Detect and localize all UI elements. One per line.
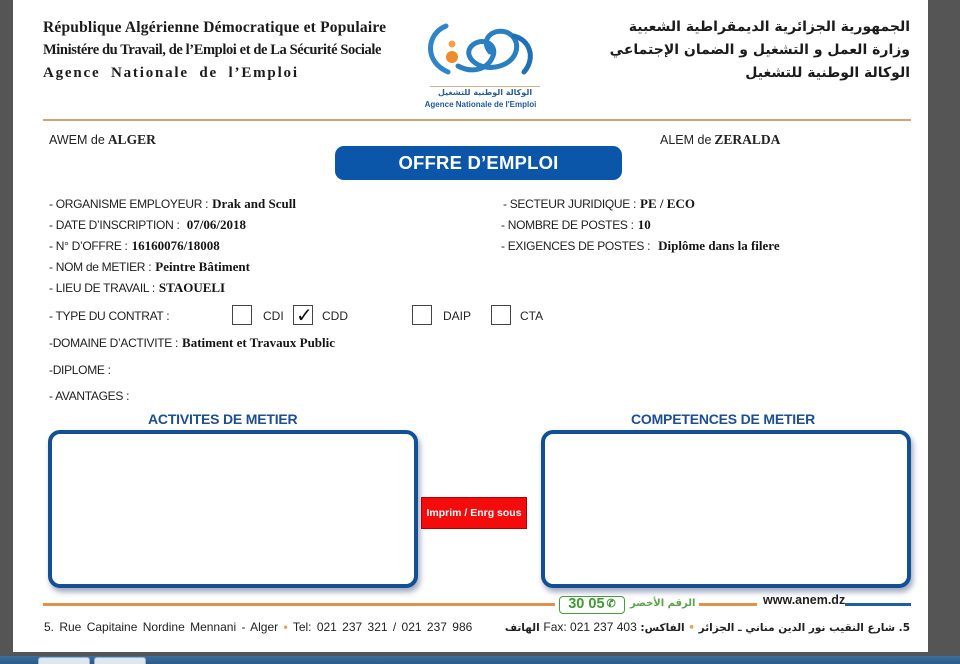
checkbox-daip[interactable] (412, 305, 432, 325)
footer-orange-line-2 (699, 603, 757, 606)
field-nombre-postes (501, 217, 651, 233)
field-label: - ORGANISME EMPLOYEUR : (49, 197, 209, 211)
checkbox-cta[interactable] (491, 305, 511, 325)
taskbar-button-1[interactable] (38, 657, 90, 664)
separator-dot-ar: • (688, 622, 695, 634)
field-label: - NOM de METIER : (49, 260, 152, 274)
activites-title: ACTIVITES DE METIER (148, 411, 298, 427)
field-lieu-travail (49, 280, 225, 296)
logo-arabic-name: الوكالة الوطنية للتشغيل (437, 88, 533, 97)
separator-dot: • (283, 620, 288, 634)
checkbox-daip-label: DAIP (443, 309, 472, 323)
job-offer-document (13, 0, 928, 652)
fax-ar-label: الفاكس: (640, 622, 685, 634)
field-label: - LIEU DE TRAVAIL : (49, 281, 155, 295)
field-avantages (49, 388, 133, 404)
address-tel: Tel: 021 237 321 / 021 237 986 (292, 620, 473, 634)
field-organisme (49, 196, 296, 212)
field-label: - SECTEUR JURIDIQUE : (503, 197, 637, 211)
checkbox-cdi[interactable] (232, 305, 252, 325)
green-number-label: الرقم الأخضر (630, 598, 696, 609)
activites-textbox[interactable] (48, 430, 418, 588)
awem-label: AWEM de (49, 133, 105, 147)
logo-divider (430, 86, 540, 87)
green-number-badge (559, 596, 625, 614)
field-exigences-postes (501, 238, 780, 254)
field-value: STAOUELI (158, 280, 226, 295)
field-diplome (49, 362, 115, 378)
field-value: 07/06/2018 (183, 217, 246, 232)
phone-icon: ✆ (606, 598, 616, 610)
field-label: - N° D’OFFRE : (49, 239, 128, 253)
field-nom-metier (49, 259, 250, 275)
header-fr-republic: République Algérienne Démocratique et Populaire (43, 19, 387, 36)
header-fr-ministry: Ministére du Travail, de l’Emploi et de La Sécurité Sociale (43, 42, 382, 58)
taskbar-button-2[interactable] (94, 657, 146, 664)
field-label: -DOMAINE D’ACTIVITE : (49, 336, 179, 350)
address-fax: Fax: 021 237 403 (543, 620, 637, 634)
field-secteur-juridique (503, 196, 695, 212)
tel-ar-label: الهاتف (504, 622, 540, 634)
field-date-inscription (49, 217, 246, 233)
logo-french-name: Agence Nationale de l'Emploi (424, 100, 537, 109)
footer-orange-line (43, 603, 555, 606)
footer-blue-line (845, 603, 911, 606)
page-title: OFFRE D’EMPLOI (335, 146, 622, 180)
header-ar-agency: الوكالة الوطنية للتشغيل (745, 65, 910, 81)
field-value: Batiment et Travaux Public (182, 335, 336, 350)
alem-label: ALEM de (660, 133, 712, 147)
field-value: Diplôme dans la filere (658, 238, 780, 253)
alem-line (660, 132, 780, 148)
field-label: - DATE D’INSCRIPTION : (49, 218, 180, 232)
field-value: 10 (637, 217, 651, 232)
competences-title: COMPETENCES DE METIER (631, 411, 816, 427)
green-number: 30 05 (568, 596, 605, 612)
checkbox-cdi-label: CDI (263, 309, 284, 323)
field-value: Drak and Scull (212, 196, 296, 211)
field-value: 16160076/18008 (131, 238, 220, 253)
checkbox-cdd-label: CDD (322, 309, 348, 323)
header-ar-ministry: وزارة العمل و التشغيل و الضمان الإجتماعي (609, 42, 910, 58)
header-ar-republic: الجمهورية الجزائرية الديمقراطية الشعبية (628, 19, 910, 35)
anem-logo (418, 14, 543, 114)
footer-address-fr (44, 620, 472, 634)
competences-textbox[interactable] (541, 430, 911, 588)
header-french (43, 16, 386, 85)
website-link[interactable]: www.anem.dz (763, 593, 846, 607)
awem-line (49, 132, 156, 148)
field-domaine-activite (49, 335, 335, 351)
alem-value: ZERALDA (714, 132, 781, 147)
checkbox-cta-label: CTA (520, 309, 544, 323)
field-label: - NOMBRE DE POSTES : (501, 218, 634, 232)
field-label: -DIPLOME : (49, 363, 111, 377)
checkbox-cdd[interactable] (293, 305, 313, 325)
header-arabic (610, 16, 910, 85)
field-label: - AVANTAGES : (49, 389, 130, 403)
field-numero-offre (49, 238, 220, 254)
anem-logo-icon (418, 14, 543, 86)
header-divider (43, 119, 911, 121)
address-ar-street: 5. شارع النقيب نور الدين مناني ـ الجزائر (698, 622, 910, 634)
awem-value: ALGER (107, 132, 156, 147)
field-value: PE / ECO (640, 196, 695, 211)
address-street: 5. Rue Capitaine Nordine Mennani - Alger (44, 620, 279, 634)
contract-type-label: - TYPE DU CONTRAT : (49, 309, 170, 323)
field-value: Peintre Bâtiment (155, 259, 250, 274)
print-save-button[interactable]: Imprim / Enrg sous (421, 497, 527, 529)
header-fr-agency: Agence Nationale de l’Emploi (43, 65, 299, 81)
field-label: - EXIGENCES DE POSTES : (501, 239, 651, 253)
footer-address-ar (505, 620, 910, 634)
